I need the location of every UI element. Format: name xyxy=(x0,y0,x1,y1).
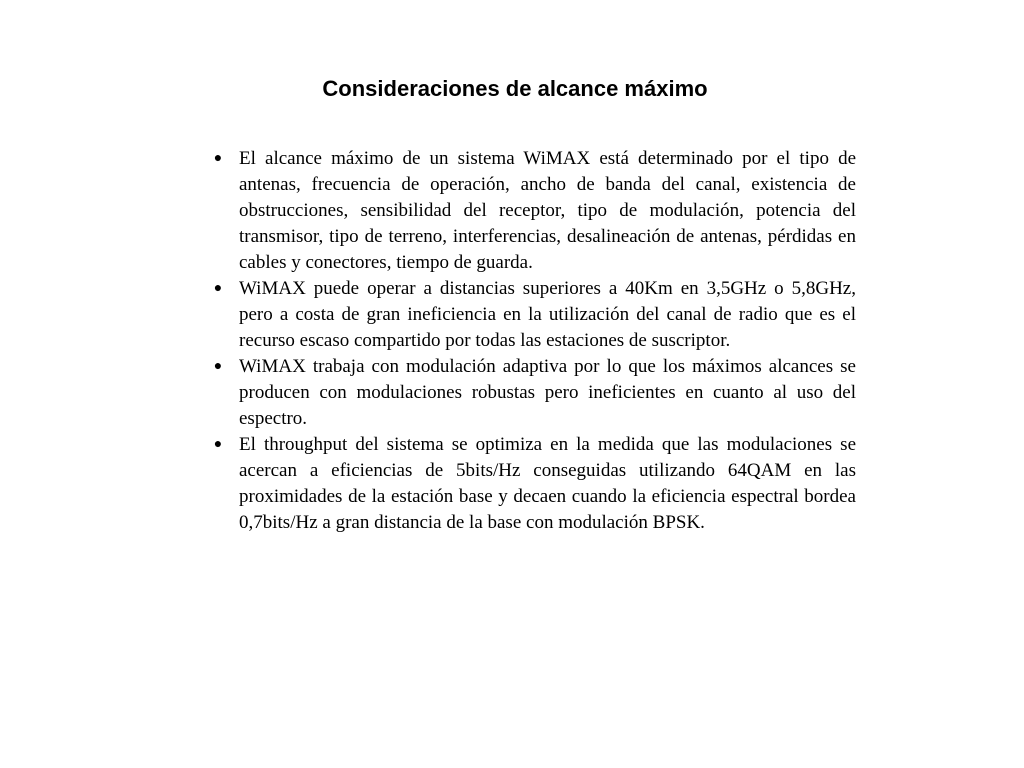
bullet-item-1 xyxy=(208,146,856,276)
bullet-list xyxy=(208,146,856,536)
bullet-text: El throughput del sistema se optimiza en la medida que las modulaciones se acercan a eficiencias de 5bits/Hz conseguidas utilizando 64QAM en las proximidades de la estación base y decaen cuando la eficiencia espectral bordea 0,7bits/Hz a gran distancia de la base con modulación BPSK. xyxy=(239,434,856,533)
bullet-item-2 xyxy=(208,276,856,354)
bullet-dot-icon: ● xyxy=(213,437,223,452)
bullet-item-4 xyxy=(208,432,856,536)
bullet-item-3 xyxy=(208,354,856,432)
bullet-text: WiMAX trabaja con modulación adaptiva por lo que los máximos alcances se producen con modulaciones robustas pero ineficientes en cuanto al uso del espectro. xyxy=(239,356,856,429)
bullet-text: El alcance máximo de un sistema WiMAX está determinado por el tipo de antenas, frecuencia de operación, ancho de banda del canal, existencia de obstrucciones, sensibilidad del receptor, tipo de modulación, potencia del transmisor, tipo de terreno, interferencias, desalineación de antenas, pérdidas en cables y conectores, tiempo de guarda. xyxy=(239,148,856,273)
bullet-dot-icon: ● xyxy=(213,359,223,374)
bullet-text: WiMAX puede operar a distancias superiores a 40Km en 3,5GHz o 5,8GHz, pero a costa de gran ineficiencia en la utilización del canal de radio que es el recurso escaso compartido por todas las estaciones de suscriptor. xyxy=(239,278,856,351)
slide-title: Consideraciones de alcance máximo xyxy=(322,76,708,101)
bullet-dot-icon: ● xyxy=(213,281,223,296)
bullet-dot-icon: ● xyxy=(213,151,223,166)
